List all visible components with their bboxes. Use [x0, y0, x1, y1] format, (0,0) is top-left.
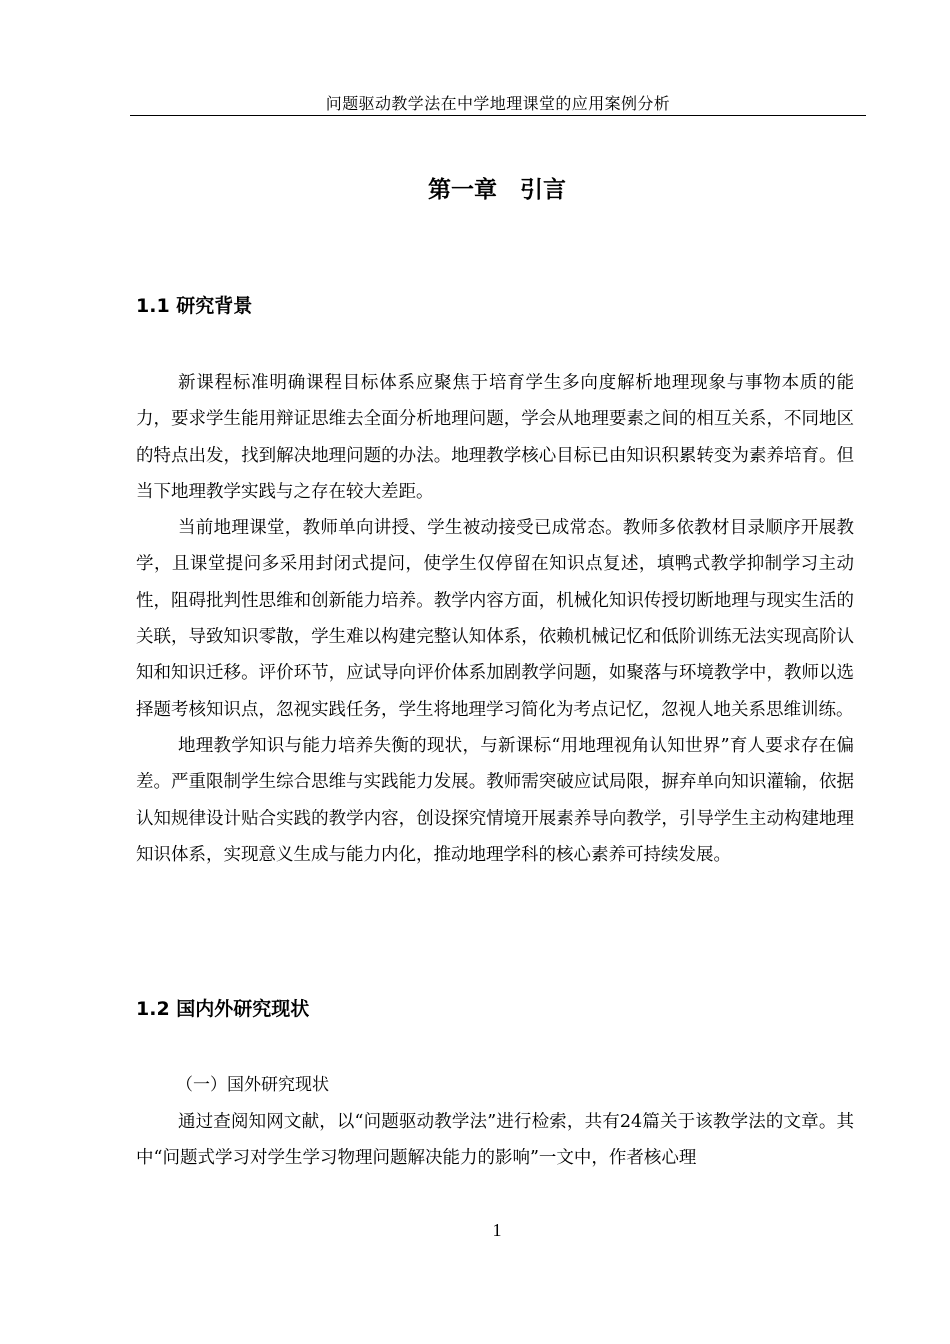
- chapter-title: 第一章 引言: [428, 177, 566, 203]
- paragraph: 当前地理课堂，教师单向讲授、学生被动接受已成常态。教师多依教材目录顺序开展教学，且课堂提问多采用封闭式提问，使学生仅停留在知识点复述，填鸭式教学抑制学习主动性，阻碍批判性思维和创新能力培养。教学内容方面，机械化知识传授切断地理与现实生活的关联，导致知识零散，学生难以构建完整认知体系，依赖机械记忆和低阶训练无法实现高阶认知和知识迁移。评价环节，应试导向评价体系加剧教学问题，如聚落与环境教学中，教师以选择题考核知识点，忽视实践任务，学生将地理学习简化为考点记忆，忽视人地关系思维训练。: [136, 518, 854, 720]
- paragraph: 地理教学知识与能力培养失衡的现状，与新课标“用地理视角认知世界”育人要求存在偏差。严重限制学生综合思维与实践能力发展。教师需突破应试局限，摒弃单向知识灌输，依据认知规律设计贴合实践的教学内容，创设探究情境开展素养导向教学，引导学生主动构建地理知识体系，实现意义生成与能力内化，推动地理学科的核心素养可持续发展。: [136, 735, 854, 865]
- running-header: 问题驱动教学法在中学地理课堂的应用案例分析: [325, 94, 671, 113]
- section-1-2-body: [136, 1104, 854, 1177]
- section-heading-1-1: 1.1 研究背景: [136, 295, 253, 317]
- section-heading-1-2: 1.2 国内外研究现状: [136, 998, 310, 1020]
- section-1-1-body: [136, 365, 854, 873]
- page-number: 1: [492, 1220, 502, 1240]
- subheading-foreign-research: （一）国外研究现状: [176, 1075, 329, 1095]
- paragraph: 通过查阅知网文献，以“问题驱动教学法”进行检索，共有24篇关于该教学法的文章。其中“问题式学习对学生学习物理问题解决能力的影响”一文中，作者核心理: [136, 1112, 854, 1169]
- paragraph: 新课程标准明确课程目标体系应聚焦于培育学生多向度解析地理现象与事物本质的能力，要求学生能用辩证思维去全面分析地理问题，学会从地理要素之间的相互关系，不同地区的特点出发，找到解决地理问题的办法。地理教学核心目标已由知识积累转变为素养培育。但当下地理教学实践与之存在较大差距。: [136, 373, 854, 502]
- header-rule: [130, 115, 866, 116]
